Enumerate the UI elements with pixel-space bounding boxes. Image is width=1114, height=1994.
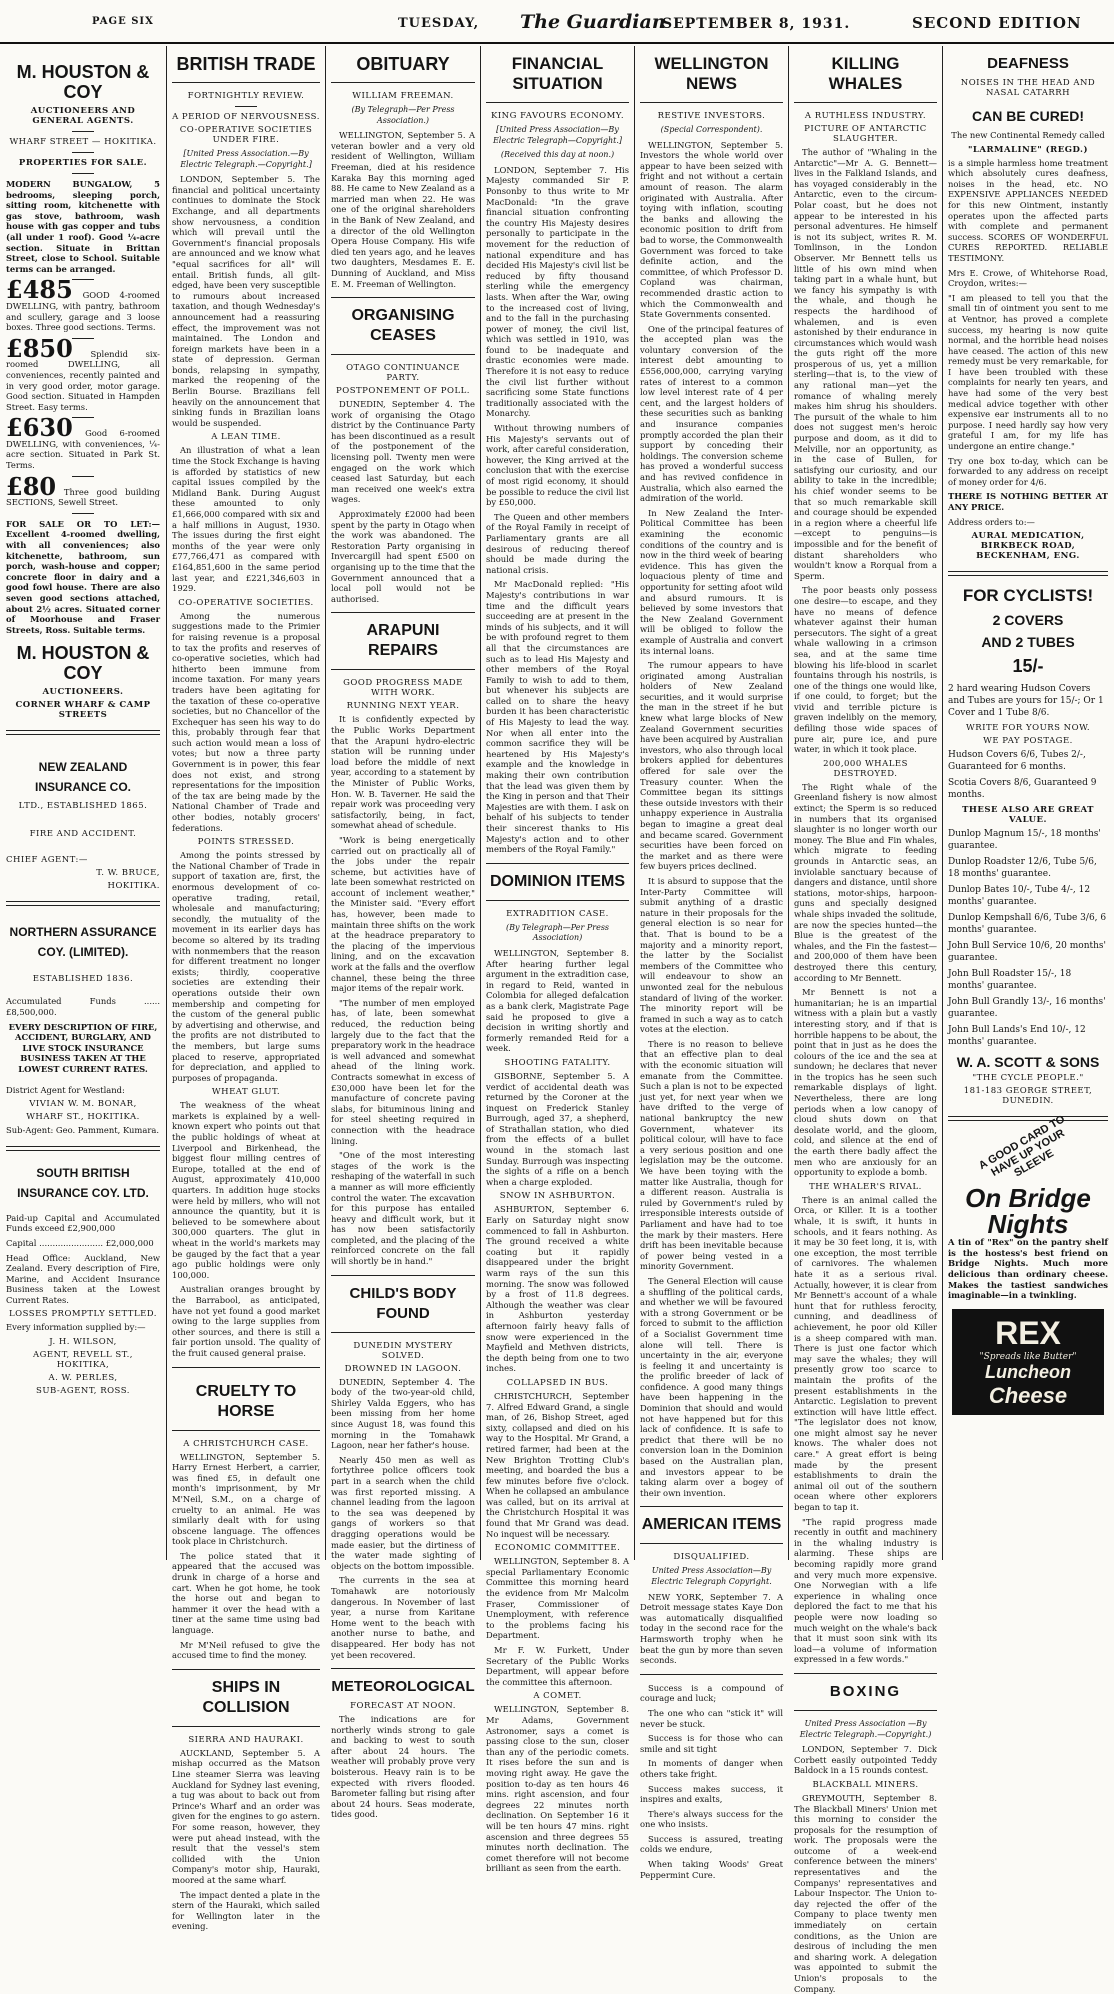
article-paragraph: There is no reason to believe that an effective plan to deal with the economic situation will emanate from the Committee. Such a plan is not to be expected just yet, for next year when we have drifted to the verge of national bankruptcy the new Government, whatever its political colour, will have to face a very serious position and one legislation may be the outcome. We have been toying with the matter like Australia, though for a different reason. Australia is ruled by Government's ruled by irresponsible interests outside of Parliament and have had to toe the mark by their masters. Here drift has been inevitable because of power being vested in a minority Government. (640, 1038, 783, 1272)
divider (331, 612, 475, 613)
divider (331, 669, 475, 670)
ad-tyre-line: John Bull Service 10/6, 20 months' guarantee. (948, 941, 1106, 964)
subhead: A CHRISTCHURCH CASE. (183, 1438, 309, 1449)
headline-childs-body-found: CHILD'S BODY FOUND (349, 1284, 457, 1322)
headline-arapuni-repairs: ARAPUNI REPAIRS (366, 622, 440, 660)
article-paragraph: Mr MacDonald replied: "His Majesty's contributions in war time and the difficult years succeeding are at present in the minds of his subjects, and it will be with profound regret to them all that the circumstances are such as to lead His Majesty and other members of the Royal Family to wish to add to them, but whenever his subjects are called on to share the heavy burden it has been characteristic of His Majesty to lead the way. Nor when all enter into the common sacrifice they will be heartened by His Majesty's example and the knowledge in making their own contribution that the lead was given them by the King in person and that Their Majesties are with them. I ask on behalf of his subjects to tender their sincerest thanks to His Majesty's action and to other members of the Royal Family." (486, 579, 629, 855)
ad-nz-insurance-name: T. W. BRUCE, (96, 868, 160, 879)
headline-obituary: OBITUARY (356, 54, 450, 74)
column-rule (634, 46, 635, 1560)
article-paragraph: Mr M'Neil refused to give the accused time to find the money. (172, 1639, 320, 1661)
article-paragraph: The police stated that it appeared that the accused was drunk in charge of a horse and cart. When he got home, he took the horse out and began to hammer it over the head with a tiner at the same time using bad language. (172, 1550, 320, 1636)
divider (72, 338, 94, 339)
wire-credit: [United Press Association—By Electric Telegraph—Copyright.] (492, 125, 623, 145)
ad-great-value: THESE ALSO ARE GREAT VALUE. (962, 805, 1094, 826)
masthead-date: SEPTEMBER 8, 1931. (662, 16, 851, 32)
subhead: SNOW IN ASHBURTON. (499, 1191, 616, 1202)
ad-rex-sleeve-card: A GOOD CARD TO HAVE UP YOUR SLEEVE (976, 1113, 1068, 1180)
article-paragraph: NEW YORK, September 7. A Detroit message states Kaye Don was automatically disqualified today in the second race for the Harmsworth trophy when he beat the gun by more than seven seconds. (640, 1591, 783, 1666)
wire-credit: (By Telegraph—Per Press Association.) (351, 105, 455, 125)
subhead: WILLIAM FREEMAN. (352, 91, 454, 101)
article-paragraph: WELLINGTON, September 5. Investors the whole world over appear to have been seized with fright and not without a certain amount of reason. The alarm originated with Australia. After toying with inflation, scouting the banks and allowing the economic position to drift from bad to worse, the Commonwealth Government was forced to take definite action, and the committee, of which Professor D. Copland was chairman, recommended drastic action to which the Commonwealth and State Governments consented. (640, 139, 783, 320)
verse-line: Success is for those who can smile and sit tight (640, 1733, 783, 1754)
article-paragraph: "One of the most interesting stages of the work is the reshaping of the waterfall in such a manner as will more efficiently control the water. The excavation for this purpose has entailed heavy and difficult work, but it has now been satisfactorily completed, and the placing of the reinforced concrete on the fall will shortly be in hand." (331, 1150, 475, 1267)
article-paragraph: It is confidently expected by the Public Works Department that the Arapuni hydro-electric station will be running under load before the middle of next year, according to a statement by the Minister of Public Works, Hon. W. B. Taverner. He said the repair work was proceeding very satisfactorily, being, in fact, somewhat ahead of schedule. (331, 714, 475, 831)
divider (72, 476, 94, 477)
column-rule (480, 46, 481, 1560)
ad-northern-established: ESTABLISHED 1836. (32, 974, 134, 985)
article-paragraph: GISBORNE, September 5. A verdict of accidental death was returned by the Coroner at the inquest on Frederick Stanley Burrough, aged 37, a shepherd, of Strathallan station, who died from the effects of a bullet wound in the stomach last Sunday. Burrough was inspecting the sights of a rifle on a bench when a charge exploded. (486, 1070, 629, 1187)
ad-deafness-nothing-better: THERE IS NOTHING BETTER AT ANY PRICE. (948, 491, 1108, 512)
ad-cyclists-title: FOR CYCLISTS! (962, 586, 1094, 606)
subhead: OTAGO CONTINUANCE PARTY. (346, 363, 460, 384)
divider (172, 1669, 320, 1670)
headline-wellington-news: WELLINGTON NEWS (654, 54, 769, 93)
ad-nz-insurance-town: HOKITIKA. (107, 881, 160, 892)
ad-cyclists-tubes: AND 2 TUBES (981, 634, 1075, 651)
ad-tyre-line: Dunlop Roadster 12/6, Tube 5/6, 18 months' guarantee. (948, 857, 1097, 880)
ad-scott-title: W. A. SCOTT & SONS (956, 1054, 1100, 1071)
article-paragraph: The currents in the sea at Tomahawk are notoriously dangerous. In November of last year, a nurse from Karitane Home went to the beach with another nurse to bathe, and disappeared. Her body has not yet been recovered. (331, 1575, 475, 1660)
ad-south-british-capital: Paid-up Capital and Accumulated Funds exceed £2,900,000 (6, 1212, 160, 1234)
subhead: POSTPONEMENT OF POLL. (336, 386, 470, 397)
subhead: DROWNED IN LAGOON. (344, 1363, 462, 1374)
ad-houston-title: M. HOUSTON & COY (16, 62, 150, 102)
ad-rex-panel (952, 1309, 1104, 1415)
article-paragraph: The Queen and other members of the Royal Family in receipt of Parliamentary grants are all desirous of reducing thereof should be made during the national crisis. (486, 511, 629, 575)
subhead: DUNEDIN MYSTERY SOLVED. (353, 1340, 453, 1361)
ad-northern-assurance-title: NORTHERN ASSURANCE COY. (LIMITED). (9, 925, 157, 960)
subhead: RUNNING NEXT YEAR. (346, 701, 460, 712)
subhead: KING FAVOURS ECONOMY. (490, 111, 625, 121)
subhead: WHEAT GLUT. (211, 1087, 281, 1098)
ad-houston-subtitle: AUCTIONEERS AND GENERAL AGENTS. (30, 106, 136, 126)
property-listing: Good 6-roomed DWELLING, with conveniences, ¼-acre section. Situated in Park St. Terms. (6, 428, 160, 471)
ad-rex-slogan: "Spreads like Butter" (979, 1351, 1077, 1362)
column-rule (166, 46, 167, 1560)
subhead: A COMET. (533, 1691, 582, 1702)
subhead: ECONOMIC COMMITTEE. (494, 1543, 621, 1554)
article-paragraph: CHRISTCHURCH, September 7. Alfred Edward Grand, a single man, of 26, Bishop Street, aged sixty, collapsed and died on his way to the Hospital. Mr Grand, a retired farmer, had been at the New Brighton Trotting Club's meeting, and boarded the bus a few minutes before five o'clock. When he collapsed an ambulance was called, but on its arrival at the Christchurch Hospital it was found that Mr Grand was dead. No inquest will be necessary. (486, 1390, 629, 1539)
subhead: BLACKBALL MINERS. (812, 1779, 919, 1790)
divider (331, 1275, 475, 1276)
divider (331, 82, 475, 83)
wire-credit: United Press Association —By Electric Telegraph.—Copyright.) (799, 1718, 932, 1739)
divider (331, 354, 475, 355)
article-paragraph: The General Election will cause a shuffling of the political cards, and whether we will be favoured with a strong Government or be forced to submit to the affliction of a Socialist Government time alone will tell. There is uncertainty in the air, everyone is feeling it and uncertainty is the prolific breeder of lack of confidence. A good many things have been happening in the Dominion that should and would not have happened but for this lack of confidence. It is safe to predict that there will be no conversion loan in the Dominion based on the Australian plan, and investors appear to be taking alarm over a bogey of their own invention. (640, 1275, 783, 1498)
article-paragraph: Mr Bennett is not a humanitarian; he is an impartial witness with a plain but a vastly interesting story, and if that is horrible happens to be about, the point that in just as he does the colours of the ice and the sea at sundown; he declares that never in the tropics has he seen such remarkable displays of light. Nevertheless, there are long periods when a low canopy of cloud shuts down on that desolate world, and the gloom, cold, and silence at the end of the earth there badly affect the men who are anxiously for an opportunity to explode a bomb. (794, 987, 937, 1178)
ad-cyclists-write: WRITE FOR YOURS NOW. (965, 723, 1091, 734)
column-1-advertisements (6, 46, 160, 1560)
ad-tyre-line: Hudson Covers 6/6, Tubes 2/-, Guaranteed for 6 months. (948, 750, 1086, 773)
ad-rex-bridge: On Bridge (965, 1183, 1091, 1214)
ad-houston-subtitle: AUCTIONEERS. (42, 687, 124, 698)
divider (172, 82, 320, 83)
masthead-day: TUESDAY, (398, 16, 480, 31)
verse-line: The one who can "stick it" will never be stuck. (640, 1707, 783, 1729)
article-paragraph: AUCKLAND, September 5. A mishap occurred as the Matson Line steamer Sierra was leaving Auckland for Sydney last evening, a tug was about to back out from Prince's Wharf and an order was given for the engines to go astern. For some reason, however, they were put ahead instead, with the result that the vessel's stem collided with the Union Company's motor ship, Hauraki, moored at the same wharf. (172, 1747, 320, 1885)
headline-meteorological: METEOROLOGICAL (331, 1678, 475, 1696)
column-5 (640, 46, 783, 1880)
column-7-advertisements (948, 46, 1108, 1560)
article-paragraph: Nearly 450 men as well as fortythree police officers took part in a search when the child was first reported missing. A channel leading from the lagoon to the sea was deepened by gangs of workers so that dragging operations would be made easier, but the dirtiness of the water made sighting of objects on the bottom impossible. (331, 1454, 475, 1571)
subhead: CO-OPERATIVE SOCIETIES. (178, 597, 314, 608)
article-paragraph: The indications are for northerly winds strong to gale and backing to west to south after about 24 hours. The weather will probably prove very boisterous. Heavy rain is to be expected with rivers flooded. Barometer falling but rising after about 24 hours. Seas moderate, tides good. (331, 1714, 475, 1820)
subhead: 200,000 WHALES DESTROYED. (823, 758, 908, 779)
ad-south-british-agent: J. H. WILSON, (49, 1337, 117, 1348)
article-paragraph: GREYMOUTH, September 8. The Blackball Miners' Union met this morning to consider the proposals for the resumption of work. The proposals were the outcome of a week-end conference between the miners' representatives and the Companys' representatives and Labour Inspector. The Union to-day rejected the offer of the Company to place twenty men immediately on certain conditions, as the Union are desirous of including the men and sharing work. A delegation was appointed to submit the Union's proposals to the Company. (794, 1792, 937, 1994)
divider (640, 1506, 783, 1507)
article-paragraph: WELLINGTON, September 5. A veteran bowler and a very old resident of Wellington, William Freeman, died at his residence Karaka Bay this morning aged 88. He came to New Zealand as a married man when 22. He was one of the original shareholders in the Bank of New Zealand, and a director of the old Wellington Opera House Company. His wife died ten years ago, and he leaves two daughters, Mesdames E. E. Dunning of Auckland, and Miss E. M. Freeman of Wellington. (331, 130, 475, 289)
subhead: CO-OPERATIVE SOCIETIES UNDER FIRE. (179, 125, 313, 145)
divider (6, 901, 160, 906)
article-paragraph: Among the points stressed by the National Chamber of Trade in support of taxation are, first, the enormous development of co-operative trading, retail, wholesale and manufacturing; secondly, the mutuality of the movement in its earlier days has become so altered by its trading with nonmembers that the reason for different treatment no longer exists; thirdly, cooperative societies are extending their operations outside their own membership and competing for the custom of the general public by advertising and otherwise, and the profits are not distributed to the members, but large sums placed to reserve, appropriated for depreciation, and applied to purposes of propaganda. (172, 850, 320, 1083)
ad-cyclists-offer: 2 hard wearing Hudson Covers and Tubes are yours for 15/-; Or 1 Cover and 1 Tube 8/6. (948, 684, 1104, 719)
ad-deafness-brand: "LARMALINE" (REGD.) (967, 144, 1089, 155)
divider (486, 900, 629, 901)
ad-deafness-body: Mrs E. Crowe, of Whitehorse Road, Croydon, writes:— (948, 267, 1108, 289)
ad-south-british-subagent: A. W. PERLES, (48, 1373, 118, 1384)
divider (72, 131, 94, 132)
ad-deafness-address-label: Address orders to:— (948, 516, 1035, 527)
ad-houston-title: M. HOUSTON & COY (16, 643, 150, 684)
divider (794, 1710, 937, 1711)
article-paragraph: The impact dented a plate in the stern of the Hauraki, which sailed for Wellington later in the evening. (172, 1889, 320, 1932)
article-paragraph: ASHBURTON, September 6. Early on Saturday night snow commenced to fall in Ashburton. The ground received a white coating but it rapidly disappeared under the bright warm rays of the sun this morning. The snow was followed by a frost of 11.8 degrees. Although the weather was clear in Ashburton yesterday afternoon fairly heavy falls of snow were experienced in the Mayfield and Methven districts, the depth being from one to two inches. (486, 1204, 629, 1374)
headline-boxing: BOXING (829, 1682, 902, 1700)
ad-deafness-subtitle: NOISES IN THE HEAD AND NASAL CATARRH (960, 78, 1096, 98)
ad-northern-name: VIVIAN W. M. BONAR, (29, 1099, 137, 1110)
subhead: EXTRADITION CASE. (506, 908, 609, 919)
headline-dominion-items: DOMINION ITEMS (489, 872, 626, 890)
divider (794, 102, 937, 103)
subhead: COLLAPSED IN BUS. (506, 1377, 609, 1388)
property-price: £485 (6, 275, 73, 305)
subhead: A LEAN TIME. (211, 432, 281, 443)
divider (72, 417, 94, 418)
subhead: SIERRA AND HAURAKI. (188, 1734, 304, 1745)
verse-line: Success is assured, treating colds we endure, (640, 1833, 783, 1855)
divider (6, 1146, 160, 1151)
ad-northern-funds: Accumulated Funds ...... £8,500,000. (6, 996, 160, 1017)
property-listing: Splendid six-roomed DWELLING, all conveniences, recently painted and in very good order, motor garage. Good section. Situated in Hampden Street. Easy terms. (6, 348, 160, 412)
received-note: (Received this day at noon.) (500, 150, 615, 160)
article-paragraph: The author of "Whaling in the Antarctic"—Mr A. G. Bennett—lives in the Falkland Islands, and has voyaged considerably in the Antarctic, even to the circum-Polar coast, but he does not appear to be interested in his personal adventures. He himself is not its subject, writes R. M. Tomlinson, in the London Observer. Mr Bennett tells us little of his own mind when taking part in a whale hunt, but we fancy his sympathy is with the whale, and though he respects the hardihood of whalemen, and is even astonished by their endurance in circumstances which would wash the guts right off the more prosperous of us, yet a million sterling—that is, to the view of any rational man—yet the romance of whaling merely makes him shrug his shoulders. The pursuit of the whale to him does not suggest men's heroic purpose and doom, as it did to Melville, nor an opportunity, as in the case of Bullen, for satisfying our curiosity, and our ability to take in the incredible; his chief wonder seems to be that so much remarkable skill and courage should be expended in a region where a cheerful life—except to penguins—is impossible and for the benefit of distant shareholders who wouldn't know a Rorqual from a Sperm. (794, 147, 937, 581)
article-paragraph: LONDON, September 7. His Majesty commanded Sir P. Ponsonby to thus write to Mr MacDonald: "In the grave financial situation confronting the country His Majesty desires personally to participate in the movement for the reduction of national expenditure and has decided His Majesty's civil list be reduced by fifty thousand sterling while the emergency lasts. When after the War, owing to the increased cost of living, and to the fall in the purchasing power of money, the civil list, which was settled in 1910, was found to be inadequate and drastic economies were made. Therefore it is not easy to reduce the civil list further without sacrificing some State functions traditionally associated with the Monarchy. (486, 164, 629, 419)
ad-cyclists-price: 15/- (1012, 656, 1044, 677)
ad-cyclists-covers: 2 COVERS (992, 612, 1064, 629)
divider (331, 1668, 475, 1669)
wire-credit: United Press Association—By Electric Telegraph Copyright. (651, 1566, 772, 1586)
divider (72, 513, 94, 514)
column-rule (325, 46, 326, 1560)
article-paragraph: WELLINGTON, September 8. A special Parliamentary Economic Committee this morning heard the evidence from Mr Malcolm Fraser, Commissioner of Unemployment, with reference to the problems facing his Department. (486, 1556, 629, 1641)
article-paragraph: "The number of men employed has, of late, been somewhat reduced, the reduction being largely due to the fact that the preparatory work in the headrace is well advanced and somewhat ahead of the lining work. Contracts somewhat in excess of £30,000 have been let for the manufacture of concrete paving slabs, for bituminous lining and for steel sheeting required in connection with the headrace lining. (331, 997, 475, 1146)
divider (172, 1726, 320, 1727)
ad-south-british-title: SOUTH BRITISH INSURANCE COY. LTD. (17, 1165, 149, 1200)
article-paragraph: Among the numerous suggestions made to the Primier for raising revenue is a proposal to tax the profits and reserves of co-operative societies, which had hitherto been immune from income taxation. For many years traders have been agitating for the taxation of these co-operative societies, but no Chancellor of the Exchequer has seen his way to do this, probably through fear that such action would mean a loss of votes; but now a three party Government is in power, this fear does not exist, and strong representations for the imposition of the tax are being made by the National Chamber of Trade and other bodies, notably grocers' federations. (172, 610, 320, 833)
subhead: DISQUALIFIED. (673, 1552, 750, 1563)
property-listing: MODERN BUNGALOW, 5 bedrooms, sleeping porch, sitting room, kitchenette with gas stove, bathroom, wash house with gas copper and tubs (all under 1 roof). Good ¼-acre section. Situate in Brittan Street, close to School. Suitable terms can be arranged. (6, 179, 160, 274)
property-listing: GOOD 4-roomed DWELLING, with pantry, bathroom and scullery, garage and 3 loose boxes. Three good sections. Terms. (6, 290, 160, 333)
article-paragraph: "Work is being energetically carried out on practically all of the jobs under the repair scheme, but activities have of late been somewhat restricted on account of inclement weather," the Minister said. "Every effort has, however, been made to maintain three shifts on the work at the headrace preparatory to the placing of the impervious lining, and on the excavation work at the falls and the overflow channel, these being the three major items of the repair work. (331, 834, 475, 994)
divider (72, 173, 94, 174)
subhead: FORTNIGHTLY REVIEW. (187, 91, 305, 101)
ad-rex-nights: Nights (987, 1209, 1069, 1240)
ad-northern-description: EVERY DESCRIPTION OF FIRE, ACCIDENT, BURGLARY, AND LIVE STOCK INSURANCE BUSINESS TAKEN AT THE LOWEST CURRENT RATES. (8, 1021, 158, 1074)
ad-deafness-cured: CAN BE CURED! (972, 108, 1084, 124)
subhead: A PERIOD OF NERVOUSNESS. (172, 112, 320, 122)
article-paragraph: Mr F. W. Furkett, Under Secretary of the Public Works Department, will appear before the committee this afternoon. (486, 1645, 629, 1687)
divider (794, 1673, 937, 1674)
ad-northern-subagent: Sub-Agent: Geo. Pamment, Kumara. (6, 1125, 160, 1136)
ad-scott-address: 181-183 GEORGE STREET, DUNEDIN. (963, 1086, 1093, 1107)
ad-scott-subtitle: "THE CYCLE PEOPLE." (972, 1073, 1084, 1084)
ad-tyre-line: Dunlop Bates 10/-, Tube 4/-, 12 months' guarantee. (948, 885, 1091, 908)
article-paragraph: It is absurd to suppose that the Inter-Party Committee will submit anything of a drastic nature in their proposals for the general election is so near for that. That is bound to be a majority and a minority report, the latter by the Socialist members of the Committee who will endeavour to show an unwonted zeal for the nebulous standard of living of the worker. The minority report will be framed in such a way as to catch votes at the election. (640, 875, 783, 1035)
ad-tyre-line: John Bull Roadster 15/-, 18 months' guarantee. (948, 969, 1072, 992)
subhead: POINTS STRESSED. (197, 837, 295, 848)
divider (72, 152, 94, 153)
divider (948, 1116, 1108, 1121)
wire-credit: [United Press Association.—By Electric Telegraph.—Copyright.] (180, 149, 312, 169)
ad-houston-address: WHARF STREET — HOKITIKA. (9, 137, 157, 147)
headline-killing-whales: KILLING WHALES (828, 54, 903, 93)
subhead: A RUTHLESS INDUSTRY. (804, 111, 927, 121)
subhead: FORECAST AT NOON. (350, 1701, 456, 1712)
subhead: GOOD PROGRESS MADE WITH WORK. (343, 678, 463, 699)
verse-line: Success is a compound of courage and luck; (640, 1682, 783, 1704)
property-price: £80 (6, 471, 57, 501)
article-paragraph: Without throwing numbers of His Majesty's servants out of work, after careful consideration, however, the King arrived at the conclusion that with the exercise of most rigid economy, it should be possible to reduce the civil list by £50,000. (486, 423, 629, 508)
ad-south-british-capital2: Capital ........................ £2,000,000 (6, 1237, 154, 1248)
ad-tyre-line: John Bull Grandly 13/-, 16 months' guarantee. (948, 997, 1106, 1020)
divider (948, 571, 1108, 576)
property-price: £850 (6, 333, 73, 363)
properties-heading: PROPERTIES FOR SALE. (18, 158, 148, 168)
ad-nz-insurance-subtitle: LTD., ESTABLISHED 1865. (18, 801, 148, 812)
subhead: PICTURE OF ANTARCTIC SLAUGHTER. (804, 124, 927, 144)
ad-northern-agents: District Agent for Westland: (6, 1084, 125, 1095)
ad-northern-address: WHARF ST., HOKITIKA. (26, 1112, 140, 1123)
ad-south-british-losses: LOSSES PROMPTLY SETTLED. (8, 1309, 158, 1320)
article-paragraph: In New Zealand the Inter-Political Committee has been examining the economic conditions of the country and is now in the third week of bearing evidence. This has given the loquacious plenty of time and opportunity for setting afoot wild and absurd rumours. It is believed by some investors that the New Zealand Government will be obliged to follow the example of Australia and convert its internal loans. (640, 507, 783, 656)
column-3 (331, 46, 475, 1820)
article-paragraph: WELLINGTON, September 5. Harry Ernest Herbert, a carrier, was fined £5, in default one month's imprisonment, by Mr M'Neil, S.M., on a charge of cruelty to an animal. He was similarly dealt with for using obscene language. The offences took place in Christchurch. (172, 1451, 320, 1547)
ad-south-british-subagent-address: SUB-AGENT, ROSS. (36, 1386, 130, 1397)
page-number: PAGE SIX (92, 16, 154, 27)
article-paragraph: There is an animal called the Orca, or Killer. It is a toother whale, it is swift, it hunts in schools, and it fears nothing. As it may be 30 feet long, it is, with one exception, the most terrible of carnivores. The whalemen hate it as a serious rival. Actually, however, it is clear from Mr Bennett's account of a whale hunt that for ruthless ferocity, cunning, and deadliness of achievement, he poor old Killer is a sheep compared with man. There is just one factor which may save the whales; they will presently grow too scarce to maintain the profits of the present establishments in the Antarctic. Legislation to prevent extinction will have little effect. "The legislator does not know, one might almost say he never knows. The whaler does not care." A great effort is being made by the present establishments to drain the animal oil out of the southern ocean where other explorers began to tap it. (794, 1194, 937, 1513)
ad-houston-address: CORNER WHARF & CAMP STREETS (15, 700, 151, 721)
headline-organising-ceases: ORGANISING CEASES (351, 307, 455, 345)
ad-deafness-title: DEAFNESS (987, 55, 1069, 72)
divider (172, 1430, 320, 1431)
headline-british-trade: BRITISH TRADE (176, 54, 316, 74)
article-paragraph: The rumour appears to have originated among Australian holders of New Zealand securities, and it would surprise the man in the street if he but knew what large blocks of New Zealand Government securities have been acquired by Australian investors, who also through local brokers applied for debentures offered for sale over the Treasury counter. When the Committee began its sittings these outside investors with their unhappy experience in Australia began to imagine a great deal and became scared. Government securities have been forced on the market and as there were few buyers prices declined. (640, 660, 783, 872)
article-paragraph: DUNEDIN, September 4. The body of the two-year-old child, Shirley Valda Eggers, who has been missing from her home since August 18, was found this morning in the Tomahawk Lagoon, near her father's house. (331, 1376, 475, 1451)
divider (172, 1367, 320, 1368)
column-2 (172, 46, 320, 1932)
column-4 (486, 46, 629, 1874)
subhead: THE WHALER'S RIVAL. (809, 1181, 922, 1192)
ad-deafness-body: is a simple harmless home treatment which absolutely cures deafness, noises in the head, etc. NO EXPENSIVE APPLIANCES NEEDED for this new Ointment, instantly operates upon the affected parts with complete and permanent success. SCORES OF WONDERFUL CURES REPORTED. RELIABLE TESTIMONY. (948, 157, 1108, 263)
ad-tyre-line: John Bull Lands's End 10/-, 12 months' guarantee. (948, 1025, 1086, 1048)
verse-line: In moments of danger when others take fright. (640, 1758, 783, 1779)
ad-tyre-line: Scotia Covers 8/6, Guaranteed 9 months. (948, 778, 1097, 801)
verse-line: There's always success for the one who insists. (640, 1808, 783, 1830)
headline-cruelty-to-horse: CRUELTY TO HORSE (195, 1382, 297, 1420)
subhead: SHOOTING FATALITY. (504, 1057, 611, 1068)
edition-label: SECOND EDITION (912, 14, 1082, 32)
ad-south-british-agent-address: AGENT, REVELL ST., HOKITIKA, (33, 1350, 133, 1371)
masthead (0, 0, 1114, 44)
ad-deafness-remedy: The new Continental Remedy called (951, 130, 1105, 140)
divider (331, 297, 475, 298)
article-paragraph: LONDON, September 5. The financial and political uncertainty continues to dominate the Stock Exchange, and all departments show nervousness, a condition which will prevail until the Government's financial proposals are announced and we know what "equal sacrifices for all" will entail. British funds, all gilt-edged, have been very susceptible to rumours about increased taxation, and though Wednesday's announcement had a reassuring effect, the improvement was not maintained. The London and foreign markets have been in a state of depression. German bonds, relapsing in sympathy, marked the reopening of the Berlin Bourse. Brazilians fell heavily on the announcement that sinking funds in Brazilian loans would be suspended. (172, 174, 320, 428)
divider (235, 106, 257, 107)
ad-nz-insurance-agent: CHIEF AGENT:— (6, 855, 88, 866)
article-paragraph: "The rapid progress made recently in outfit and machinery in the whaling industry is alarming. These ships are becoming rapidly more grand and very much more expensive. One Norwegian with a life experience in whaling once deplored the fact to me that his people were now loading so much weight on the whale's back that it must soon sink with its load—a volume of information expressed in a few words." (794, 1516, 937, 1665)
ad-deafness-body: Try one box to-day, which can be forwarded to any address on receipt of money order for 4/6. (948, 455, 1108, 487)
divider (640, 102, 783, 103)
newspaper-title: The Guardian (520, 11, 666, 33)
article-paragraph: The poor beasts only possess one desire—to escape, and they have no means of defence whatever against their human persecutors. The sight of a great whale wallowing in a crimson sea, and at the same time blowing his life-blood in scarlet fountains through his nostrils, is one of the things one would like, if one could, to forget; but the vivid and terrible picture is graven indelibly on the memory, defiling those wide spaces of pure air, pure ice, and pure water, in which it took place. (794, 585, 937, 755)
ad-south-british-info: Every information supplied by:— (6, 1322, 146, 1333)
column-6 (794, 46, 937, 1994)
ad-tyre-line: Dunlop Kempshall 6/6, Tube 3/6, 6 months' guarantee. (948, 913, 1107, 936)
verse-line: When taking Woods' Great Peppermint Cure. (640, 1859, 783, 1880)
article-paragraph: WELLINGTON, September 8. Mr Adams, Government Astronomer, says a comet is passing close to the sun, closer than any of the periodic comets. It rises before the sun and is moving right away. He gave the position to-day as ten hours 46 mins. right ascension, and four degrees 22 minutes north declination. On September 16 it will be ten hours 47 mins. right ascension and three degrees 55 minutes north declination. The comet therefore will not become brilliant as seen from the earth. (486, 1704, 629, 1874)
ad-deafness-testimonial: "I am pleased to tell you that the small tin of ointment you sent to me at Ventnor, has proved a complete success, my hearing is now quite normal, and the horrible head noises have ceased. The action of this new remedy must be very remarkable, for I have been troubled with these complaints for nearly ten years, and have had some of the very best medical advice together with other expensive ear instruments all to no purpose. I need hardly say how very grateful I am, for my life has undergone an entire change." (948, 292, 1108, 452)
article-paragraph: The Right whale of the Greenland fishery is now almost extinct; the Sperm is so reduced in numbers that its organised slaughter is no longer worth our money. The Blue and Fin whales, which migrate to feeding grounds in Antarctic seas, an inviolable sanctuary because of dangers and distance, until shore stations, motor-ships, harpoon-guns and specially designed whale ships invaded the solitude, are now the species hunted—the Blue is the greatest of the whales, and the Fin the fastest—and 200,000 of them have been destroyed there this century, according to Mr Bennett. (794, 781, 937, 983)
article-paragraph: Australian oranges brought by the Barrabool, as anticipated, have not yet found a good market owing to the large supplies from other sources, and there is still a fair portion unsold. The quality of the fruit caused general praise. (172, 1284, 320, 1358)
subhead: RESTIVE INVESTORS. (657, 111, 766, 121)
ad-deafness-address: AURAL MEDICATION, BIRKBECK ROAD, BECKENHAM, ENG. (971, 531, 1085, 562)
ad-nz-insurance-title: NEW ZEALAND INSURANCE CO. (34, 760, 131, 795)
article-paragraph: The weakness of the wheat markets is explained by a well-known expert who points out that the public holdings of wheat at Liverpool and Birkenhead, the biggest flour milling centres of Europe, totalled at the end of August, approximately 410,000 quarters. In addition huge stocks were held by millers, who will not announce the quantity, but it is believed to be somewhere about 300,000 quarters. The glut in wheat in the world's markets may be gauged by the fact that a year ago public holdings were only 100,000. (172, 1100, 320, 1280)
divider (486, 863, 629, 864)
ad-rex-logo: REX (995, 1314, 1061, 1351)
wire-credit: (By Telegraph—Per Press Association) (505, 922, 610, 943)
divider (640, 1543, 783, 1544)
property-listing: FOR SALE OR TO LET:—Excellent 4-roomed dwelling, with all conveniences; also kitchenette, bathroom, sun porch, wash-house and copper; concrete floor in dairy and a good fowl house. There are also seven good sections attached, about 2½ acres. Situated corner of Moorhouse and Fraser Streets, Ross. Suitable terms. (6, 518, 160, 635)
ad-rex-body: A tin of "Rex" on the pantry shelf is the hostess's best friend on Bridge Nights. Much more delicious than ordinary cheese. Makes the tastiest sandwiches imaginable—in a twinkling. (948, 1237, 1108, 1301)
divider (640, 1674, 783, 1675)
verse-line: Success makes success, it inspires and exalts, (640, 1783, 783, 1805)
article-paragraph: One of the principal features of the accepted plan was the voluntary conversion of the interest debt amounting to £556,000,000, carrying varying rates of interest to a common low level interest rate of 4 per cent, and the largest holders of these securities such as banking and insurance companies promptly accorded the plan their support by conceding their holdings. The conversion scheme has proved a wonderful success and has revived confidence in Australia, which also earned the admiration of the world. (640, 323, 783, 504)
headline-american-items: AMERICAN ITEMS (641, 1516, 782, 1534)
ad-rex-luncheon: Luncheon (985, 1361, 1071, 1382)
ad-nz-insurance-fire: FIRE AND ACCIDENT. (29, 829, 137, 840)
ad-rex-cheese: Cheese (988, 1382, 1068, 1408)
article-paragraph: Approximately £2000 had been spent by the party in Otago when the work was abandoned. The Restoration Party organising in Invercargill had spent £500 on organising up to the time that the Government announced that a local poll would not be authorised. (331, 509, 475, 604)
divider (72, 279, 94, 280)
article-paragraph: LONDON, September 7. Dick Corbett easily outpointed Teddy Baldock in a 15 rounds contest. (794, 1744, 937, 1776)
headline-ships-in-collision: SHIPS IN COLLISION (202, 1678, 290, 1716)
ad-cyclists-postage: WE PAY POSTAGE. (983, 736, 1073, 747)
divider (486, 102, 629, 103)
divider (6, 730, 160, 735)
column-rule (942, 46, 943, 1560)
ad-tyre-line: Dunlop Magnum 15/-, 18 months' guarantee. (948, 829, 1101, 852)
column-rule (788, 46, 789, 1560)
headline-financial-situation: FINANCIAL SITUATION (511, 54, 604, 93)
ad-south-british-office: Head Office: Auckland, New Zealand. Every description of Fire, Marine, and Accident Insurance Business taken at the Lowest Current Rates. (6, 1252, 160, 1305)
article-paragraph: WELLINGTON, September 8. After hearing further legal argument in the extradition case, in regard to Reid, wanted in Colombia for alleged defalcation as a bank clerk, Magistrate Page said he proposed to give a decision in writing shortly and formerly remanded Reid for a week. (486, 947, 629, 1054)
article-paragraph: DUNEDIN, September 4. The work of organising the Otago district by the Continuance Party has been discontinued as a result of the postponement of the licensing poll. Twenty men were engaged on the work which ceased last Saturday, but each man received one week's extra wages. (331, 399, 475, 505)
divider (331, 1332, 475, 1333)
property-price: £630 (6, 413, 73, 443)
wire-credit: (Special Correspondent). (660, 125, 763, 134)
article-paragraph: An illustration of what a lean time the Stock Exchange is having is afforded by statistics of new capital issues compiled by the Midland Bank. During August these amounted to only £1,666,000 compared with six and a half millions in August, 1930. The issues during the first eight months of the year were only £77,766,471 as compared with £164,851,600 in the same period last year, and £221,346,603 in 1929. (172, 445, 320, 594)
property-listing: Three good building SECTIONS, Sewell Street. (6, 486, 160, 508)
